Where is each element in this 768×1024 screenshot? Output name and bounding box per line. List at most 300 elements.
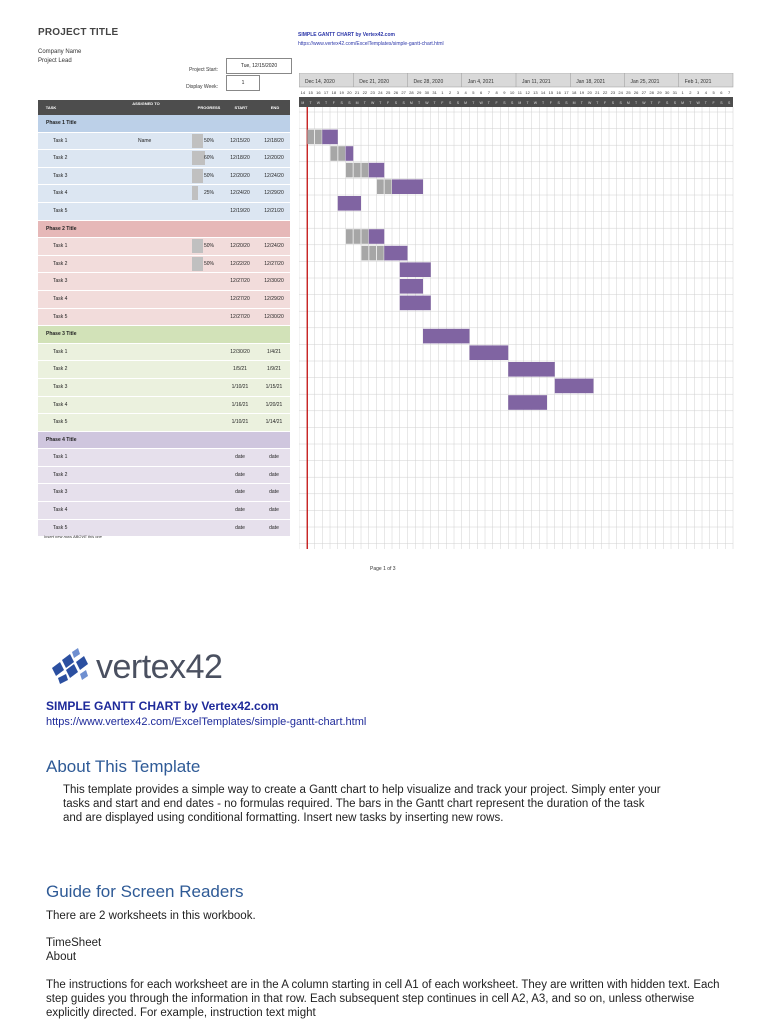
day-letter: M xyxy=(681,101,685,105)
day-letter: S xyxy=(510,101,514,105)
day-letter: M xyxy=(301,101,305,105)
day-letter: M xyxy=(572,101,576,105)
task-row xyxy=(38,344,290,362)
day-letter: S xyxy=(611,101,615,105)
progress-text: 25% xyxy=(203,190,214,197)
task-row xyxy=(38,467,290,485)
start-date-cell[interactable]: date xyxy=(235,524,245,531)
gantt-progress-cell xyxy=(331,146,338,161)
week-label: Feb 1, 2021 xyxy=(684,79,712,85)
day-number: 14 xyxy=(300,90,306,95)
gantt-progress-cell xyxy=(362,229,369,244)
guide-paragraph-instructions: The instructions for each worksheet are in the A column starting in cell A1 of each worksheet. They are written with hidden text. Each step guides you through the information in that row. Each subsequent step continues in cell A2, A3, and so on, unless otherwise explicitly directed. For example, instruction text might xyxy=(46,979,720,1019)
task-name-cell[interactable]: Task 4 xyxy=(53,507,68,514)
start-date-cell[interactable]: 12/22/20 xyxy=(230,260,250,267)
gantt-progress-cell xyxy=(354,229,361,244)
progress-text: 50% xyxy=(203,172,214,179)
day-letter: S xyxy=(503,101,506,105)
insert-rows-note: Insert new rows ABOVE this one xyxy=(44,534,102,539)
day-letter: W xyxy=(533,101,538,105)
day-number: 3 xyxy=(456,90,459,95)
gantt-progress-cell xyxy=(338,146,345,161)
progress-text: 60% xyxy=(203,155,214,162)
task-row xyxy=(38,185,290,203)
end-date-cell[interactable]: 12/24/20 xyxy=(264,172,284,179)
day-letter: T xyxy=(379,101,382,105)
project-start-label: Project Start: xyxy=(189,67,218,73)
start-date-cell[interactable]: 1/5/21 xyxy=(233,366,247,373)
gantt-progress-cell xyxy=(369,246,376,261)
progress-fill xyxy=(192,239,203,253)
task-row xyxy=(38,291,290,309)
day-letter: F xyxy=(549,101,552,105)
task-row xyxy=(38,203,290,221)
progress-cell[interactable] xyxy=(192,292,216,306)
task-name-cell[interactable]: Task 5 xyxy=(53,419,68,426)
day-number: 2 xyxy=(449,90,452,95)
table-body xyxy=(38,115,290,537)
end-date-cell[interactable]: 12/20/20 xyxy=(264,155,284,162)
task-name-cell[interactable]: Task 1 xyxy=(53,454,68,461)
gantt-bar xyxy=(400,279,423,294)
gantt-bar xyxy=(508,395,547,410)
vertex42-logo-text: vertex42 xyxy=(96,648,223,686)
end-date-cell[interactable]: 12/30/20 xyxy=(264,278,284,285)
day-letter: S xyxy=(402,101,405,105)
day-letter: T xyxy=(418,101,421,105)
day-letter: F xyxy=(658,101,661,105)
task-name-cell[interactable]: Task 5 xyxy=(53,207,68,214)
day-number: 25 xyxy=(626,90,631,95)
day-number: 20 xyxy=(347,90,352,95)
task-row xyxy=(38,238,290,256)
day-letter: M xyxy=(464,101,468,105)
day-number: 5 xyxy=(472,90,475,95)
end-date-cell[interactable]: 1/15/21 xyxy=(265,383,283,390)
progress-fill xyxy=(192,134,203,148)
day-letter: W xyxy=(642,101,646,105)
end-date-cell[interactable]: date xyxy=(269,507,279,514)
start-date-cell[interactable]: date xyxy=(235,454,245,461)
progress-text: 50% xyxy=(203,260,214,267)
day-number: 16 xyxy=(316,90,321,95)
task-name-cell[interactable]: Task 3 xyxy=(53,172,68,179)
day-letter: T xyxy=(650,101,653,105)
day-number: 6 xyxy=(480,90,483,95)
task-row xyxy=(38,361,290,379)
progress-cell[interactable] xyxy=(192,151,216,165)
progress-cell[interactable] xyxy=(192,274,216,288)
progress-cell[interactable] xyxy=(192,468,216,482)
gantt-progress-cell xyxy=(346,229,353,244)
doc-url-link[interactable]: https://www.vertex42.com/ExcelTemplates/simple-gantt-chart.html xyxy=(46,716,367,728)
day-number: 27 xyxy=(641,90,647,95)
progress-cell[interactable] xyxy=(192,257,216,271)
end-date-cell[interactable]: 12/29/20 xyxy=(264,295,284,302)
day-letter: W xyxy=(316,101,321,105)
gantt-bar xyxy=(470,345,509,360)
task-row xyxy=(38,414,290,432)
task-name-cell[interactable]: Task 2 xyxy=(53,155,68,162)
gantt-bar xyxy=(346,146,354,161)
page-number: Page 1 of 3 xyxy=(370,566,396,572)
day-number: 23 xyxy=(370,90,375,95)
gantt-bar xyxy=(423,329,470,344)
gantt-chart xyxy=(299,73,739,549)
task-name-cell[interactable]: Task 4 xyxy=(53,401,68,408)
end-date-cell[interactable]: 12/18/20 xyxy=(264,137,284,144)
day-letter: F xyxy=(441,101,444,105)
end-date-cell[interactable]: date xyxy=(269,471,279,478)
gantt-bar xyxy=(369,163,385,178)
display-week-input[interactable]: 1 xyxy=(226,75,260,91)
task-table xyxy=(38,100,290,570)
progress-cell[interactable] xyxy=(192,362,216,376)
start-date-cell[interactable]: 12/27/20 xyxy=(230,313,250,320)
day-number: 23 xyxy=(610,90,616,95)
start-date-cell[interactable]: 12/24/20 xyxy=(230,190,250,197)
start-date-cell[interactable]: 1/10/21 xyxy=(231,383,249,390)
end-date-cell[interactable]: 1/9/21 xyxy=(267,366,281,373)
day-letter: S xyxy=(565,101,568,105)
day-letter: T xyxy=(526,101,529,105)
start-date-cell[interactable]: 12/20/20 xyxy=(230,243,250,250)
day-number: 8 xyxy=(495,90,498,95)
start-date-cell[interactable]: 12/19/20 xyxy=(230,207,250,214)
task-name-cell[interactable]: Task 1 xyxy=(53,243,68,250)
about-paragraph: This template provides a simple way to create a Gantt chart to help visualize and track your project. Simply enter your tasks and start and end dates - no formulas required. The bars in the Gantt chart represent the duration of the task and are displayed using conditional formatting. Insert new tasks by inserting new rows. xyxy=(63,784,661,824)
day-letter: M xyxy=(626,101,630,105)
gantt-progress-cell xyxy=(354,163,361,178)
progress-fill xyxy=(192,169,203,183)
day-letter: T xyxy=(542,101,545,105)
vertex42-logo-icon xyxy=(48,648,92,684)
day-number: 24 xyxy=(378,90,383,95)
progress-fill xyxy=(192,257,203,271)
gantt-progress-cell xyxy=(346,163,353,178)
week-label: Jan 25, 2021 xyxy=(630,79,660,85)
gantt-bar xyxy=(384,246,407,261)
day-number: 26 xyxy=(633,90,639,95)
day-number: 17 xyxy=(323,90,329,95)
end-date-cell[interactable]: 1/4/21 xyxy=(267,348,281,355)
phase-row xyxy=(38,326,290,344)
start-date-cell[interactable]: 12/15/20 xyxy=(230,137,250,144)
day-number: 30 xyxy=(664,90,670,95)
day-number: 21 xyxy=(354,90,360,95)
day-number: 19 xyxy=(579,90,585,95)
task-name-cell[interactable]: Task 2 xyxy=(53,471,68,478)
start-date-cell[interactable]: date xyxy=(235,507,245,514)
day-number: 10 xyxy=(509,90,515,95)
day-number: 7 xyxy=(487,90,490,95)
day-number: 17 xyxy=(564,90,569,95)
task-name-cell[interactable]: Task 3 xyxy=(53,383,68,390)
day-number: 14 xyxy=(540,90,546,95)
day-number: 7 xyxy=(728,90,731,95)
start-date-cell[interactable]: date xyxy=(235,471,245,478)
start-date-cell[interactable]: 12/18/20 xyxy=(230,155,250,162)
progress-cell[interactable] xyxy=(192,204,216,218)
guide-heading: Guide for Screen Readers xyxy=(46,882,244,901)
guide-worksheet-about: About xyxy=(46,951,77,963)
day-number: 27 xyxy=(401,90,406,95)
progress-cell[interactable] xyxy=(192,345,216,359)
gantt-bar xyxy=(400,296,431,311)
progress-cell[interactable] xyxy=(192,134,216,148)
assigned-cell[interactable]: Name xyxy=(138,137,152,144)
vertex-title-link[interactable]: SIMPLE GANTT CHART by Vertex42.com xyxy=(298,32,395,38)
progress-text: 50% xyxy=(203,243,214,250)
phase-title[interactable]: Phase 2 Title xyxy=(46,225,77,232)
project-title: PROJECT TITLE xyxy=(38,27,119,38)
end-date-cell[interactable]: 12/21/20 xyxy=(264,207,284,214)
gantt-progress-cell xyxy=(377,246,384,261)
day-letter: T xyxy=(596,101,599,105)
day-number: 29 xyxy=(657,90,662,95)
gantt-progress-cell xyxy=(377,179,384,194)
end-date-cell[interactable]: 12/24/20 xyxy=(264,243,284,250)
day-letter: T xyxy=(433,101,436,105)
task-row xyxy=(38,449,290,467)
day-letter: T xyxy=(309,101,312,105)
about-heading: About This Template xyxy=(46,757,201,776)
day-number: 18 xyxy=(571,90,577,95)
task-row xyxy=(38,484,290,502)
day-letter: S xyxy=(348,101,351,105)
end-date-cell[interactable]: 1/20/21 xyxy=(265,401,283,408)
day-letter: S xyxy=(673,101,677,105)
day-number: 22 xyxy=(602,90,608,95)
gantt-bar xyxy=(338,196,361,211)
day-letter: T xyxy=(487,101,490,105)
task-row xyxy=(38,150,290,168)
end-date-cell[interactable]: 12/27/20 xyxy=(264,260,284,267)
start-date-cell[interactable]: 1/16/21 xyxy=(231,401,249,408)
end-date-cell[interactable]: 12/30/20 xyxy=(264,313,284,320)
day-number: 29 xyxy=(416,90,422,95)
day-number: 13 xyxy=(533,90,538,95)
end-date-cell[interactable]: date xyxy=(269,524,279,531)
header-end: END xyxy=(270,105,280,110)
insert-row xyxy=(38,554,290,571)
gantt-progress-cell xyxy=(307,130,314,145)
day-letter: W xyxy=(425,101,429,105)
day-letter: S xyxy=(619,101,622,105)
day-number: 15 xyxy=(308,90,313,95)
progress-cell[interactable] xyxy=(192,485,216,499)
table-header xyxy=(38,100,290,115)
day-letter: S xyxy=(394,101,398,105)
gantt-bar xyxy=(369,229,385,244)
day-number: 15 xyxy=(548,90,554,95)
task-row xyxy=(38,168,290,186)
task-name-cell[interactable]: Task 4 xyxy=(53,190,68,197)
day-letter: F xyxy=(332,101,335,105)
day-number: 31 xyxy=(672,90,678,95)
day-letter: T xyxy=(325,101,328,105)
day-letter: M xyxy=(409,101,413,105)
task-name-cell[interactable]: Task 3 xyxy=(53,489,68,496)
gantt-progress-cell xyxy=(315,130,322,145)
task-row xyxy=(38,256,290,274)
progress-cell[interactable] xyxy=(192,521,216,535)
day-number: 22 xyxy=(362,90,368,95)
display-week-label: Display Week: xyxy=(186,84,218,90)
task-name-cell[interactable]: Task 1 xyxy=(53,137,68,144)
day-letter: T xyxy=(363,101,366,105)
day-letter: S xyxy=(456,101,460,105)
day-letter: S xyxy=(448,101,452,105)
gantt-progress-cell xyxy=(385,179,392,194)
day-letter: S xyxy=(727,101,731,105)
day-number: 3 xyxy=(697,90,700,95)
day-letter: W xyxy=(587,101,592,105)
day-letter: T xyxy=(635,101,638,105)
task-name-cell[interactable]: Task 5 xyxy=(53,313,68,320)
gantt-bar xyxy=(400,262,431,277)
day-number: 30 xyxy=(424,90,430,95)
gantt-bar xyxy=(555,379,594,394)
task-row xyxy=(38,133,290,151)
day-letter: T xyxy=(704,101,707,105)
guide-worksheet-timesheet: TimeSheet xyxy=(46,937,102,949)
day-number: 16 xyxy=(556,90,561,95)
day-number: 11 xyxy=(517,90,522,95)
day-letter: F xyxy=(387,101,390,105)
day-number: 18 xyxy=(331,90,337,95)
day-letter: F xyxy=(712,101,715,105)
blank-row xyxy=(38,537,290,554)
task-name-cell[interactable]: Task 1 xyxy=(53,348,68,355)
day-number: 21 xyxy=(595,90,600,95)
gantt-bar xyxy=(322,130,338,145)
day-letter: T xyxy=(472,101,475,105)
progress-cell[interactable] xyxy=(192,398,216,412)
day-letter: F xyxy=(495,101,498,105)
gantt-progress-cell xyxy=(362,163,369,178)
day-number: 24 xyxy=(618,90,623,95)
week-label: Jan 4, 2021 xyxy=(467,79,494,85)
day-letter: S xyxy=(340,101,343,105)
vertex-url-link[interactable]: https://www.vertex42.com/ExcelTemplates/simple-gantt-chart.html xyxy=(298,41,444,47)
day-number: 1 xyxy=(441,90,444,95)
day-number: 26 xyxy=(393,90,399,95)
day-letter: W xyxy=(370,101,375,105)
task-name-cell[interactable]: Task 4 xyxy=(53,295,68,302)
day-number: 19 xyxy=(339,90,344,95)
phase-title[interactable]: Phase 1 Title xyxy=(46,120,77,126)
end-date-cell[interactable]: 12/29/20 xyxy=(264,190,284,197)
week-label: Jan 18, 2021 xyxy=(576,79,606,85)
day-letter: F xyxy=(604,101,607,105)
header-progress: PROGRESS xyxy=(197,105,221,110)
day-number: 31 xyxy=(432,90,437,95)
day-number: 4 xyxy=(704,90,707,95)
phase-title[interactable]: Phase 4 Title xyxy=(46,436,77,443)
end-date-cell[interactable]: date xyxy=(269,489,279,496)
start-date-cell[interactable]: 12/30/20 xyxy=(230,348,250,355)
progress-cell[interactable] xyxy=(192,310,216,324)
task-name-cell[interactable]: Task 3 xyxy=(53,278,68,285)
phase-row xyxy=(38,115,290,133)
header-task: TASK xyxy=(45,105,57,110)
day-letter: T xyxy=(580,101,583,105)
task-row xyxy=(38,309,290,327)
progress-cell[interactable] xyxy=(192,380,216,394)
project-lead: Project Lead xyxy=(38,58,72,64)
task-name-cell[interactable]: Task 2 xyxy=(53,366,68,373)
gantt-bar xyxy=(392,179,423,194)
company-name: Company Name xyxy=(38,49,82,55)
progress-text: 50% xyxy=(203,137,214,144)
task-row xyxy=(38,379,290,397)
day-letter: M xyxy=(355,101,359,105)
day-number: 5 xyxy=(712,90,715,95)
day-number: 9 xyxy=(503,90,506,95)
project-start-input[interactable]: Tue, 12/15/2020 xyxy=(226,58,292,74)
day-letter: W xyxy=(696,101,700,105)
day-number: 6 xyxy=(720,90,723,95)
day-letter: S xyxy=(665,101,669,105)
task-row xyxy=(38,397,290,415)
day-letter: S xyxy=(720,101,723,105)
day-number: 28 xyxy=(649,90,654,95)
day-letter: M xyxy=(518,101,522,105)
start-date-cell[interactable]: 12/27/20 xyxy=(230,278,250,285)
day-number: 4 xyxy=(464,90,467,95)
task-row xyxy=(38,502,290,520)
progress-cell[interactable] xyxy=(192,186,216,200)
end-date-cell[interactable]: date xyxy=(269,454,279,461)
doc-title-link[interactable]: SIMPLE GANTT CHART by Vertex42.com xyxy=(46,699,279,713)
guide-paragraph-1: There are 2 worksheets in this workbook. xyxy=(46,910,256,922)
start-date-cell[interactable]: date xyxy=(235,489,245,496)
day-number: 20 xyxy=(587,90,592,95)
phase-row xyxy=(38,432,290,450)
phase-title[interactable]: Phase 3 Title xyxy=(46,331,77,338)
gantt-progress-cell xyxy=(362,246,369,261)
day-letter: T xyxy=(689,101,692,105)
day-letter: W xyxy=(479,101,483,105)
progress-cell[interactable] xyxy=(192,503,216,517)
day-number: 1 xyxy=(681,90,684,95)
task-name-cell[interactable]: Task 2 xyxy=(53,260,68,267)
day-letter: S xyxy=(557,101,560,105)
progress-cell[interactable] xyxy=(192,239,216,253)
start-date-cell[interactable]: 12/27/20 xyxy=(230,295,250,302)
progress-fill xyxy=(192,186,198,200)
phase-row xyxy=(38,221,290,239)
week-label: Jan 11, 2021 xyxy=(522,79,551,85)
progress-cell[interactable] xyxy=(192,169,216,183)
task-name-cell[interactable]: Task 5 xyxy=(53,524,68,531)
progress-cell[interactable] xyxy=(192,415,216,429)
day-number: 28 xyxy=(409,90,414,95)
progress-cell[interactable] xyxy=(192,450,216,464)
day-number: 2 xyxy=(689,90,692,95)
week-label: Dec 21, 2020 xyxy=(359,79,389,85)
gantt-bar xyxy=(508,362,555,377)
end-date-cell[interactable]: 1/14/21 xyxy=(265,419,283,426)
week-label: Dec 28, 2020 xyxy=(413,79,444,85)
start-date-cell[interactable]: 12/20/20 xyxy=(230,172,250,179)
header-assigned: ASSIGNED TO xyxy=(132,101,160,106)
start-date-cell[interactable]: 1/10/21 xyxy=(231,419,249,426)
task-row xyxy=(38,273,290,291)
day-number: 12 xyxy=(525,90,530,95)
week-label: Dec 14, 2020 xyxy=(305,79,335,85)
